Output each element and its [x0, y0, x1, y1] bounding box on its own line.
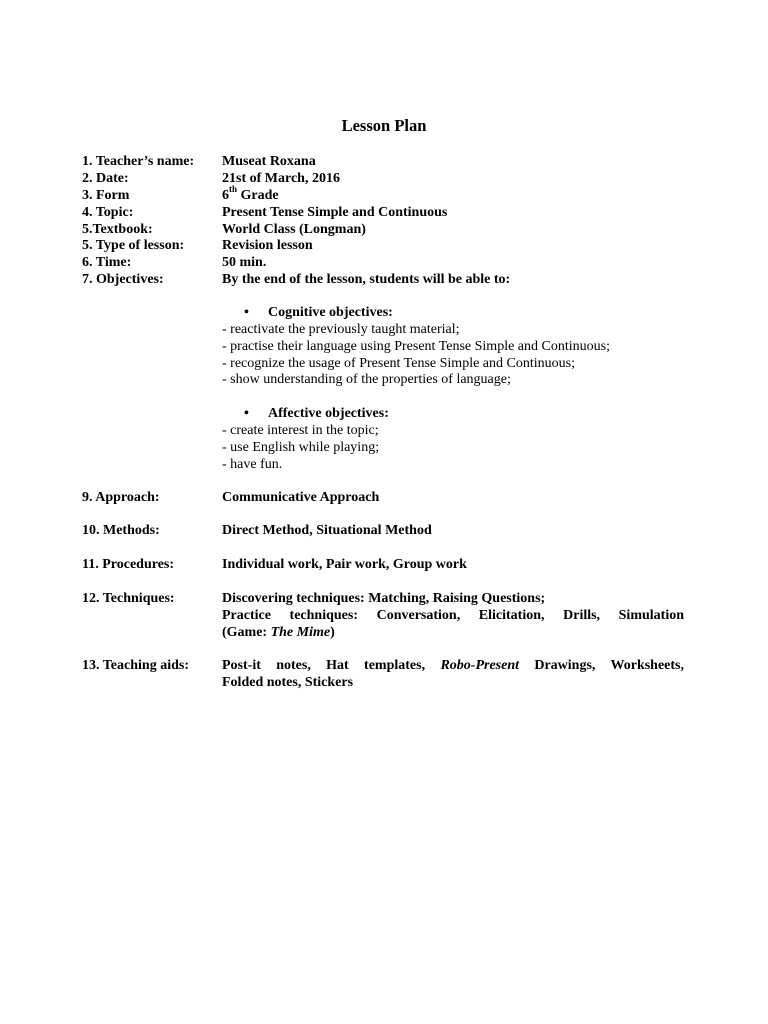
- aids-line-2: Folded notes, Stickers: [222, 674, 354, 690]
- form-number: 6: [222, 188, 229, 203]
- field-teacher-label: 1. Teacher’s name:: [82, 154, 195, 169]
- field-procedures-value: Individual work, Pair work, Group work: [222, 557, 467, 572]
- field-approach-value: Communicative Approach: [222, 490, 380, 505]
- techniques-line-3-suffix: ): [330, 624, 335, 640]
- field-topic-label: 4. Topic:: [82, 205, 134, 220]
- field-teacher-value: Museat Roxana: [222, 154, 316, 169]
- bullet-icon: •: [244, 305, 249, 320]
- cognitive-heading-text: Cognitive objectives:: [268, 305, 393, 320]
- field-approach-label: 9. Approach:: [82, 490, 160, 505]
- cognitive-item: - reactivate the previously taught material;: [222, 322, 460, 337]
- bullet-icon: •: [244, 406, 249, 421]
- document-title: Lesson Plan: [341, 116, 427, 135]
- cognitive-heading: [244, 305, 393, 322]
- field-methods-label: 10. Methods:: [82, 523, 160, 538]
- techniques-line-1: Discovering techniques: Matching, Raising Questions;: [222, 591, 546, 606]
- affective-heading: [244, 406, 389, 423]
- field-topic-value: Present Tense Simple and Continuous: [222, 205, 448, 220]
- field-methods-value: Direct Method, Situational Method: [222, 523, 432, 538]
- cognitive-item: - show understanding of the properties of language;: [222, 372, 511, 387]
- field-objectives-value: By the end of the lesson, students will be able to:: [222, 272, 511, 287]
- field-procedures-label: 11. Procedures:: [82, 557, 175, 572]
- field-teaching-aids-label: 13. Teaching aids:: [82, 658, 189, 673]
- techniques-line-3: [222, 625, 684, 642]
- field-time-label: 6. Time:: [82, 255, 132, 270]
- techniques-line-3-prefix: (Game:: [222, 624, 271, 640]
- field-form-label: 3. Form: [82, 188, 130, 203]
- field-lesson-type-value: Revision lesson: [222, 238, 313, 253]
- aids-robo-present: Robo-Present: [440, 658, 520, 673]
- affective-heading-text: Affective objectives:: [268, 406, 389, 421]
- field-objectives-label: 7. Objectives:: [82, 272, 164, 287]
- field-teaching-aids-value: [222, 658, 684, 692]
- field-date-value: 21st of March, 2016: [222, 171, 340, 186]
- aids-line-1: [222, 658, 684, 675]
- field-form-value: [222, 184, 684, 205]
- techniques-game-name: The Mime: [270, 624, 331, 640]
- cognitive-item: - practise their language using Present Tense Simple and Continuous;: [222, 339, 610, 354]
- field-date-label: 2. Date:: [82, 171, 129, 186]
- field-techniques-value: [222, 591, 684, 641]
- affective-item: - create interest in the topic;: [222, 423, 379, 438]
- aids-line-1-prefix: Post-it notes, Hat templates,: [222, 658, 441, 673]
- affective-item: - use English while playing;: [222, 440, 380, 455]
- techniques-line-2: Practice techniques: Conversation, Elicitation, Drills, Simulation: [222, 607, 684, 623]
- affective-item: - have fun.: [222, 457, 283, 472]
- form-grade: Grade: [237, 188, 279, 203]
- aids-line-1-suffix: Drawings, Worksheets,: [519, 658, 685, 673]
- field-time-value: 50 min.: [222, 255, 267, 270]
- field-techniques-label: 12. Techniques:: [82, 591, 175, 606]
- field-textbook-value: World Class (Longman): [222, 222, 366, 237]
- form-suffix: th: [229, 184, 238, 195]
- cognitive-item: - recognize the usage of Present Tense Simple and Continuous;: [222, 356, 575, 371]
- field-lesson-type-label: 5. Type of lesson:: [82, 238, 185, 253]
- field-textbook-label: 5.Textbook:: [82, 222, 153, 237]
